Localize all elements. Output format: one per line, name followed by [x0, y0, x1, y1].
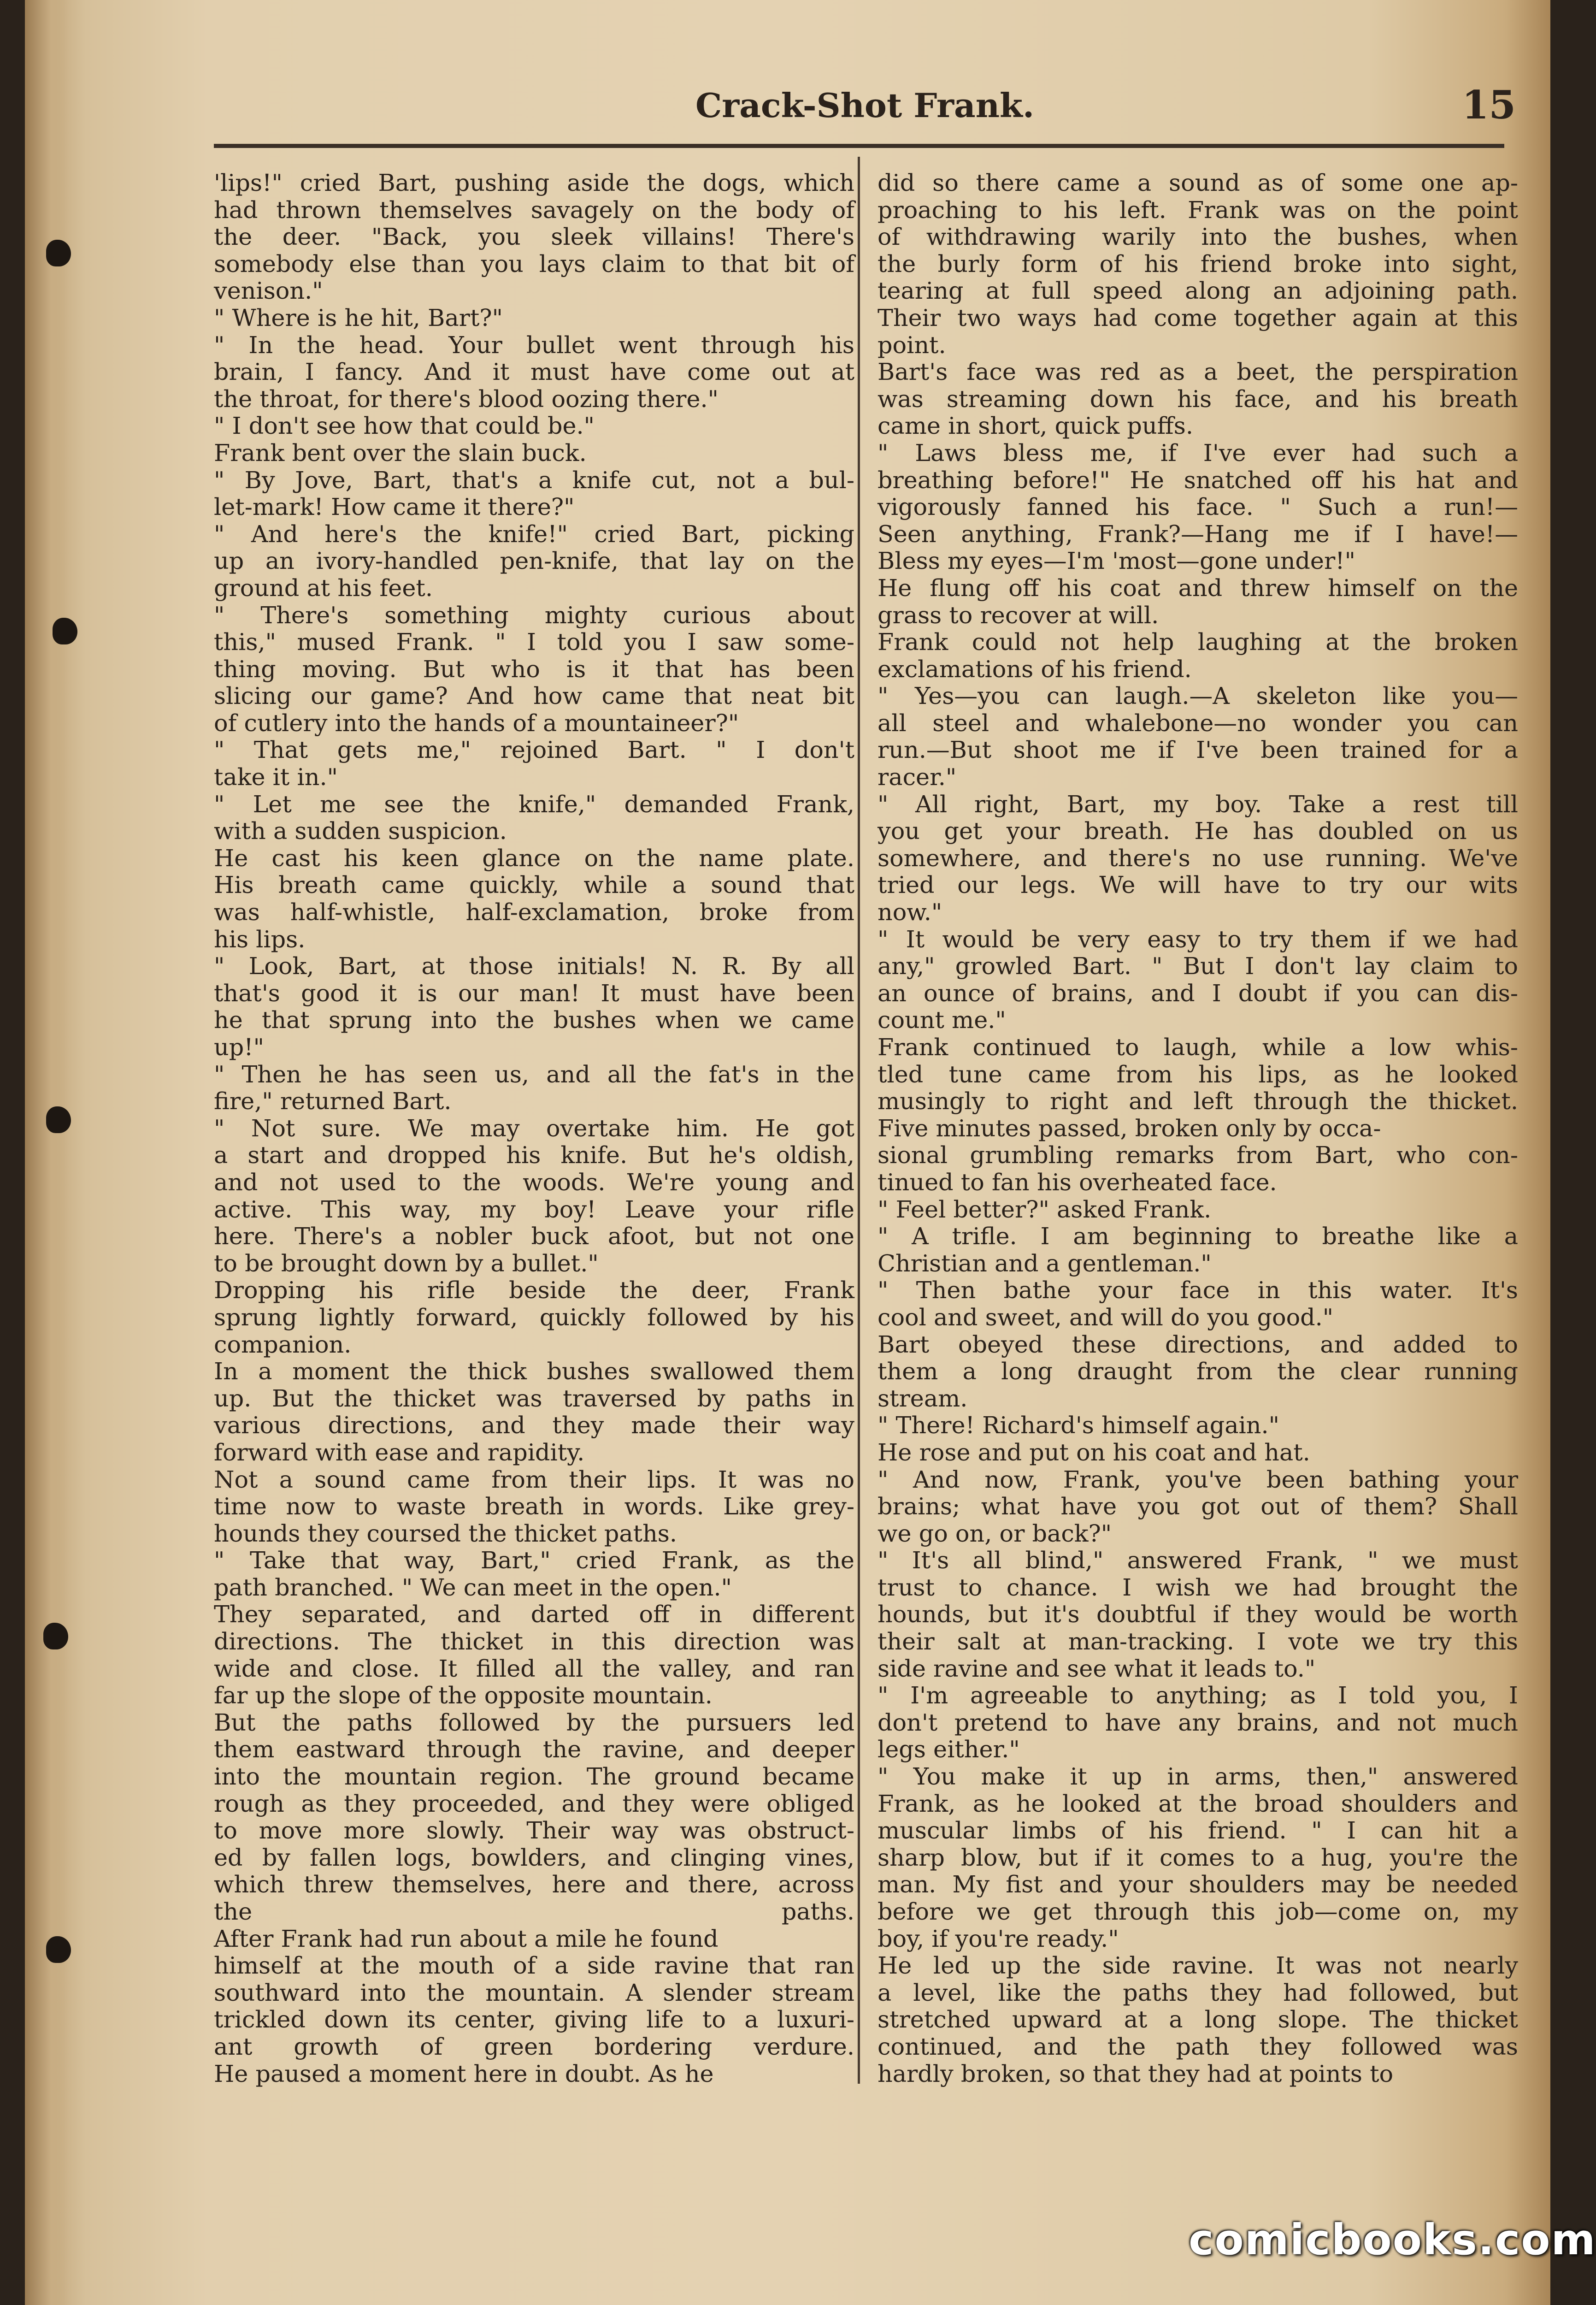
text-line: the throat, for there's blood oozing there.": [214, 385, 719, 413]
text-line: " Where is he hit, Bart?": [214, 304, 503, 331]
text-line: He flung off his coat and threw himself on the: [878, 574, 1518, 602]
text-line: that's good it is our man! It must have been: [214, 979, 854, 1007]
magazine-page: [25, 0, 1596, 2305]
text-line: before we get through this job—come on, my: [878, 1898, 1518, 1925]
text-line: Their two ways had come together again at this: [878, 304, 1518, 331]
text-line: the deer. "Back, you sleek villains! There's: [214, 223, 854, 251]
binding-hole: [46, 1106, 71, 1133]
text-line: into the mountain region. The ground became: [214, 1763, 854, 1791]
text-line: side ravine and see what it leads to.": [878, 1655, 1316, 1682]
text-line: a start and dropped his knife. But he's oldish,: [214, 1141, 854, 1169]
text-line: them eastward through the ravine, and deeper: [214, 1736, 854, 1763]
text-line: hounds, but it's doubtful if they would be worth: [878, 1601, 1518, 1628]
text-line: wide and close. It filled all the valley, and ran: [214, 1655, 854, 1682]
text-line: Bless my eyes—I'm 'most—gone under!": [878, 547, 1356, 575]
text-line: sional grumbling remarks from Bart, who con-: [878, 1141, 1518, 1169]
text-line: He paused a moment here in doubt. As he: [214, 2060, 714, 2087]
text-line: up!": [214, 1034, 265, 1061]
text-line: the burly form of his friend broke into sight,: [878, 250, 1518, 278]
text-line: was streaming down his face, and his breath: [878, 385, 1518, 413]
header-rule: [214, 144, 1504, 148]
text-line: In a moment the thick bushes swallowed them: [214, 1358, 854, 1385]
text-line: which threw themselves, here and there, across: [214, 1871, 854, 1898]
text-line: vigorously fanned his face. " Such a run!—: [878, 493, 1518, 521]
text-line: he that sprung into the bushes when we came: [214, 1006, 854, 1034]
text-line: muscular limbs of his friend. " I can hit a: [878, 1817, 1518, 1844]
text-line: with a sudden suspicion.: [214, 817, 507, 845]
text-line: 'lips!" cried Bart, pushing aside the dogs, which: [214, 169, 854, 196]
text-line: " A trifle. I am beginning to breathe like a: [878, 1223, 1518, 1250]
text-line: " Yes—you can laugh.—A skeleton like you—: [878, 682, 1518, 710]
text-line: had thrown themselves savagely on the body of: [214, 196, 854, 224]
text-line: stretched upward at a long slope. The thicket: [878, 2006, 1518, 2033]
text-line: " Laws bless me, if I've ever had such a: [878, 439, 1518, 467]
text-line: But the paths followed by the pursuers led: [214, 1708, 854, 1736]
text-line: count me.": [878, 1006, 1006, 1034]
text-line: Bart's face was red as a beet, the perspiration: [878, 358, 1518, 386]
text-line: them a long draught from the clear running: [878, 1358, 1518, 1385]
text-line: their salt at man-tracking. I vote we try this: [878, 1628, 1518, 1655]
text-line: " And here's the knife!" cried Bart, picking: [214, 520, 854, 548]
text-line: various directions, and they made their way: [214, 1412, 854, 1439]
text-line: let-mark! How came it there?": [214, 493, 575, 521]
text-line: exclamations of his friend.: [878, 655, 1192, 683]
text-line: " By Jove, Bart, that's a knife cut, not a bul-: [214, 466, 854, 494]
text-line: the paths.: [214, 1898, 854, 1925]
text-line: cool and sweet, and will do you good.": [878, 1303, 1334, 1331]
text-line: venison.": [214, 277, 323, 305]
text-line: " In the head. Your bullet went through his: [214, 331, 854, 359]
text-line: " Feel better?" asked Frank.: [878, 1195, 1212, 1223]
text-line: They separated, and darted off in different: [214, 1601, 854, 1628]
text-line: an ounce of brains, and I doubt if you can dis-: [878, 979, 1518, 1007]
text-line: Seen anything, Frank?—Hang me if I have!—: [878, 520, 1518, 548]
text-line: sharp blow, but if it comes to a hug, you're the: [878, 1844, 1518, 1871]
text-line: we go on, or back?": [878, 1519, 1112, 1547]
text-line: " I'm agreeable to anything; as I told you, I: [878, 1682, 1518, 1709]
text-line: proaching to his left. Frank was on the point: [878, 196, 1518, 224]
watermark: comicbooks.com: [1189, 2215, 1596, 2264]
text-line: thing moving. But who is it that has been: [214, 655, 854, 683]
text-line: Frank continued to laugh, while a low whis-: [878, 1034, 1518, 1061]
text-line: Dropping his rifle beside the deer, Frank: [214, 1277, 854, 1304]
text-line: this," mused Frank. " I told you I saw some-: [214, 628, 854, 656]
text-line: musingly to right and left through the thicket.: [878, 1087, 1518, 1115]
left-column: [214, 170, 854, 2087]
text-line: Not a sound came from their lips. It was no: [214, 1466, 854, 1493]
text-line: path branched. " We can meet in the open.": [214, 1573, 732, 1601]
text-line: ant growth of green bordering verdure.: [214, 2033, 854, 2060]
text-line: point.: [878, 331, 946, 359]
text-line: to move more slowly. Their way was obstruct-: [214, 1817, 854, 1844]
text-line: " There's something mighty curious about: [214, 601, 854, 629]
text-line: rough as they proceeded, and they were obliged: [214, 1790, 854, 1817]
text-line: tled tune came from his lips, as he looked: [878, 1060, 1518, 1088]
text-line: far up the slope of the opposite mountain.: [214, 1682, 713, 1709]
text-line: man. My fist and your shoulders may be needed: [878, 1871, 1518, 1898]
text-line: " Let me see the knife," demanded Frank,: [214, 790, 854, 818]
page-number: 15: [1462, 82, 1516, 128]
text-line: He led up the side ravine. It was not nearly: [878, 1952, 1518, 1980]
text-line: " And now, Frank, you've been bathing your: [878, 1466, 1518, 1493]
text-line: now.": [878, 898, 942, 926]
text-line: " Look, Bart, at those initials! N. R. By all: [214, 952, 854, 980]
text-line: of cutlery into the hands of a mountaineer?": [214, 709, 739, 737]
text-line: was half-whistle, half-exclamation, broke from: [214, 898, 854, 926]
text-line: up an ivory-handled pen-knife, that lay on the: [214, 547, 854, 575]
text-line: his lips.: [214, 925, 306, 953]
text-line: tearing at full speed along an adjoining path.: [878, 277, 1518, 305]
binding-hole: [46, 240, 71, 266]
text-line: take it in.": [214, 763, 338, 791]
text-line: active. This way, my boy! Leave your rifle: [214, 1195, 854, 1223]
text-line: Bart obeyed these directions, and added to: [878, 1330, 1518, 1358]
right-column: [878, 170, 1518, 2087]
text-line: fire," returned Bart.: [214, 1087, 452, 1115]
text-line: came in short, quick puffs.: [878, 412, 1193, 440]
text-line: directions. The thicket in this direction was: [214, 1628, 854, 1655]
text-line: any," growled Bart. " But I don't lay claim to: [878, 952, 1518, 980]
text-line: tried our legs. We will have to try our wits: [878, 871, 1518, 899]
page-header: [193, 82, 1516, 133]
text-line: did so there came a sound as of some one ap-: [878, 169, 1518, 196]
text-line: He cast his keen glance on the name plate.: [214, 844, 854, 872]
text-line: Five minutes passed, broken only by occa-: [878, 1114, 1381, 1142]
text-line: hardly broken, so that they had at points to: [878, 2060, 1394, 2087]
column-divider: [858, 157, 860, 2084]
text-line: " Take that way, Bart," cried Frank, as the: [214, 1547, 854, 1574]
text-line: here. There's a nobler buck afoot, but not one: [214, 1223, 854, 1250]
text-line: run.—But shoot me if I've been trained for a: [878, 736, 1518, 764]
text-line: slicing our game? And how came that neat bit: [214, 682, 854, 710]
text-line: sprung lightly forward, quickly followed by his: [214, 1303, 854, 1331]
text-line: " Then bathe your face in this water. It's: [878, 1277, 1518, 1304]
text-line: " I don't see how that could be.": [214, 412, 595, 440]
text-line: southward into the mountain. A slender stream: [214, 1979, 854, 2006]
running-title: Crack-Shot Frank.: [695, 86, 1035, 125]
text-line: grass to recover at will.: [878, 601, 1159, 629]
text-line: hounds they coursed the thicket paths.: [214, 1519, 677, 1547]
text-line: up. But the thicket was traversed by paths in: [214, 1384, 854, 1412]
text-line: His breath came quickly, while a sound that: [214, 871, 854, 899]
text-line: After Frank had run about a mile he found: [214, 1925, 718, 1952]
text-line: and not used to the woods. We're young and: [214, 1168, 854, 1196]
text-line: you get your breath. He has doubled on us: [878, 817, 1518, 845]
text-line: " There! Richard's himself again.": [878, 1412, 1280, 1439]
text-line: trickled down its center, giving life to a luxuri-: [214, 2006, 854, 2033]
text-line: don't pretend to have any brains, and not much: [878, 1708, 1518, 1736]
text-line: ed by fallen logs, bowlders, and clinging vines,: [214, 1844, 854, 1871]
text-line: legs either.": [878, 1736, 1020, 1763]
text-line: brain, I fancy. And it must have come out at: [214, 358, 854, 386]
text-line: a level, like the paths they had followed, but: [878, 1979, 1518, 2006]
text-line: stream.: [878, 1384, 968, 1412]
text-line: to be brought down by a bullet.": [214, 1249, 599, 1277]
text-line: " You make it up in arms, then," answered: [878, 1763, 1518, 1791]
text-line: Frank, as he looked at the broad shoulders and: [878, 1790, 1518, 1817]
text-line: tinued to fan his overheated face.: [878, 1168, 1277, 1196]
text-line: trust to chance. I wish we had brought the: [878, 1573, 1518, 1601]
text-line: " Then he has seen us, and all the fat's in the: [214, 1060, 854, 1088]
text-line: somebody else than you lays claim to that bit of: [214, 250, 854, 278]
text-line: " It would be very easy to try them if we had: [878, 925, 1518, 953]
text-line: " All right, Bart, my boy. Take a rest till: [878, 790, 1518, 818]
text-line: " That gets me," rejoined Bart. " I don't: [214, 736, 854, 764]
text-line: He rose and put on his coat and hat.: [878, 1438, 1310, 1466]
text-line: " It's all blind," answered Frank, " we must: [878, 1547, 1518, 1574]
text-line: Christian and a gentleman.": [878, 1249, 1212, 1277]
text-line: somewhere, and there's no use running. We've: [878, 844, 1518, 872]
text-line: brains; what have you got out of them? Shall: [878, 1493, 1518, 1520]
text-line: time now to waste breath in words. Like grey-: [214, 1493, 854, 1520]
binding-hole: [46, 1936, 71, 1963]
text-line: boy, if you're ready.": [878, 1925, 1119, 1952]
text-line: continued, and the path they followed was: [878, 2033, 1518, 2060]
text-line: Frank bent over the slain buck.: [214, 439, 587, 467]
text-line: ground at his feet.: [214, 574, 433, 602]
text-line: racer.": [878, 763, 957, 791]
text-line: breathing before!" He snatched off his hat and: [878, 466, 1518, 494]
binding-hole: [53, 618, 77, 644]
text-line: all steel and whalebone—no wonder you can: [878, 709, 1518, 737]
text-line: himself at the mouth of a side ravine that ran: [214, 1952, 854, 1980]
text-line: of withdrawing warily into the bushes, when: [878, 223, 1518, 251]
text-line: " Not sure. We may overtake him. He got: [214, 1114, 854, 1142]
text-line: companion.: [214, 1330, 352, 1358]
binding-hole: [43, 1623, 68, 1649]
text-line: forward with ease and rapidity.: [214, 1438, 585, 1466]
text-line: Frank could not help laughing at the broken: [878, 628, 1518, 656]
